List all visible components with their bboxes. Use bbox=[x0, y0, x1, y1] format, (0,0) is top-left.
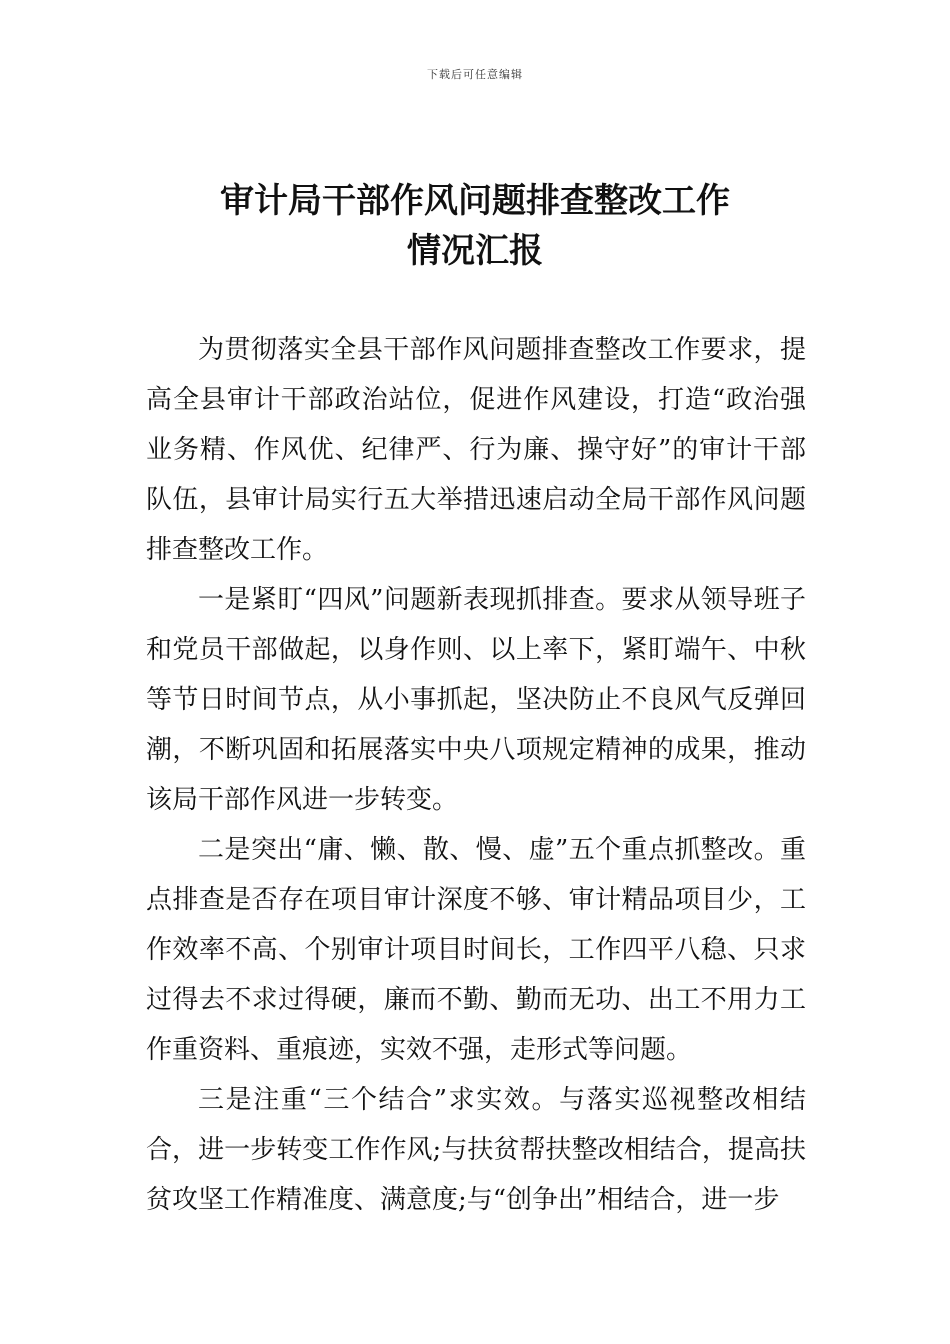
paragraph-measure-one: 一是紧盯“四风”问题新表现抓排查。要求从领导班子和党员干部做起，以身作则、以上率下，紧盯端午、中秋等节日时间节点，从小事抓起，坚决防止不良风气反弹回潮，不断巩固和拓展落实中央八项规定精神的成果，推动该局干部作风进一步转变。 bbox=[146, 585, 806, 815]
title-line-1: 审计局干部作风问题排查整改工作 bbox=[220, 181, 730, 221]
paragraph-measure-two: 二是突出“庸、懒、散、慢、虚”五个重点抓整改。重点排查是否存在项目审计深度不够、审计精品项目少，工作效率不高、个别审计项目时间长，工作四平八稳、只求过得去不求过得硬，廉而不勤、勤而无功、出工不用力工作重资料、重痕迹，实效不强，走形式等问题。 bbox=[146, 835, 806, 1065]
document-title bbox=[0, 176, 950, 276]
paragraph-intro: 为贯彻落实全县干部作风问题排查整改工作要求，提高全县审计干部政治站位，促进作风建设，打造“政治强业务精、作风优、纪律严、行为廉、操守好”的审计干部队伍，县审计局实行五大举措迅速启动全局干部作风问题排查整改工作。 bbox=[146, 335, 806, 565]
paragraph-measure-three: 三是注重“三个结合”求实效。与落实巡视整改相结合，进一步转变工作作风;与扶贫帮扶整改相结合，提高扶贫攻坚工作精准度、满意度;与“创争出”相结合，进一步 bbox=[146, 1085, 806, 1215]
title-line-2: 情况汇报 bbox=[407, 231, 543, 271]
document-body bbox=[146, 325, 806, 1225]
header-note: 下载后可任意编辑 bbox=[427, 68, 523, 81]
